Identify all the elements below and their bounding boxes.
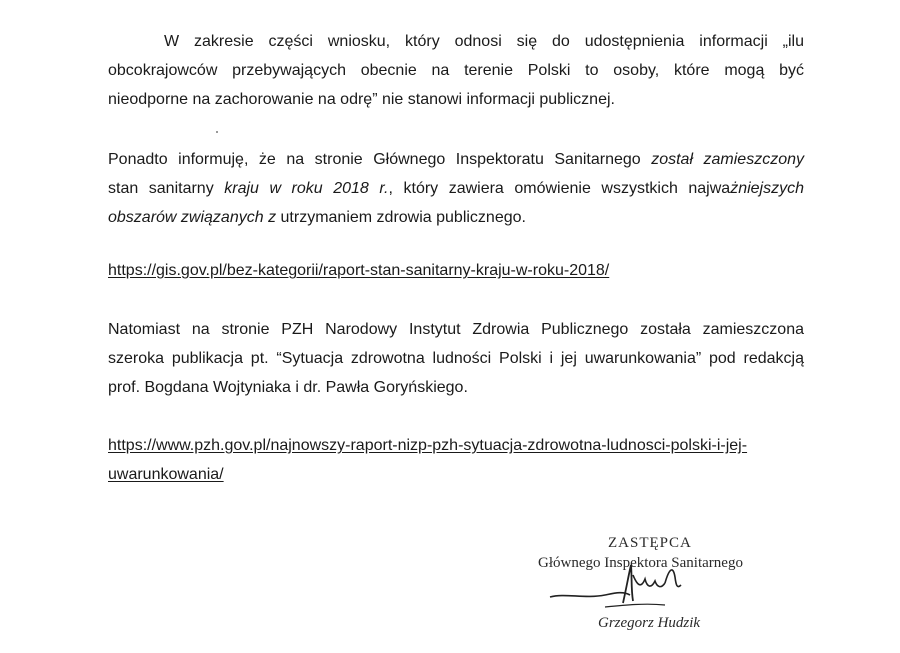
- paragraph-gis-info: [108, 145, 804, 232]
- paragraph-refusal: [108, 27, 804, 114]
- stamp-title: ZASTĘPCA: [608, 535, 692, 551]
- paragraph-refusal-line-2: obcokrajowców przebywających obecnie na terenie Polski to osoby, które mogą być: [108, 62, 804, 79]
- paragraph-pzh-line-2: szeroka publikacja pt. “Sytuacja zdrowotna ludności Polski i jej uwarunkowania” pod redakcją: [108, 350, 804, 367]
- paragraph-pzh-line-1: Natomiast na stronie PZH Narodowy Instytut Zdrowia Publicznego została zamieszczona: [108, 321, 804, 338]
- pzh-report-link-part-2: uwarunkowania/: [108, 466, 224, 483]
- paragraph-gis-line-3: obszarów związanych z utrzymaniem zdrowia publicznego.: [108, 209, 526, 226]
- gis-report-link[interactable]: https://gis.gov.pl/bez-kategorii/raport-stan-sanitarny-kraju-w-roku-2018/: [108, 262, 610, 279]
- paragraph-gis-line-1: Ponadto informuję, że na stronie Głównego Inspektoratu Sanitarnego został zamieszczony: [108, 151, 805, 168]
- paragraph-pzh-info: [108, 315, 804, 402]
- scan-speck: [216, 131, 218, 133]
- paragraph-gis-line-2: stan sanitarny kraju w roku 2018 r., który zawiera omówienie wszystkich najważniejszych: [108, 180, 804, 197]
- pzh-report-link[interactable]: [108, 431, 788, 489]
- paragraph-pzh-line-3: prof. Bogdana Wojtyniaka i dr. Pawła Goryńskiego.: [108, 379, 468, 396]
- paragraph-refusal-line-1: W zakresie części wniosku, który odnosi się do udostępnienia informacji „ilu: [164, 33, 804, 50]
- paragraph-refusal-line-3: nieodporne na zachorowanie na odrę” nie stanowi informacji publicznej.: [108, 91, 615, 108]
- stamp-name: Grzegorz Hudzik: [598, 615, 701, 631]
- pzh-report-link-part-1: https://www.pzh.gov.pl/najnowszy-raport-nizp-pzh-sytuacja-zdrowotna-ludnosci-polski-i-jej-: [108, 437, 748, 454]
- stamp-organization: Głównego Inspektora Sanitarnego: [538, 555, 743, 571]
- handwritten-signature: [545, 555, 715, 615]
